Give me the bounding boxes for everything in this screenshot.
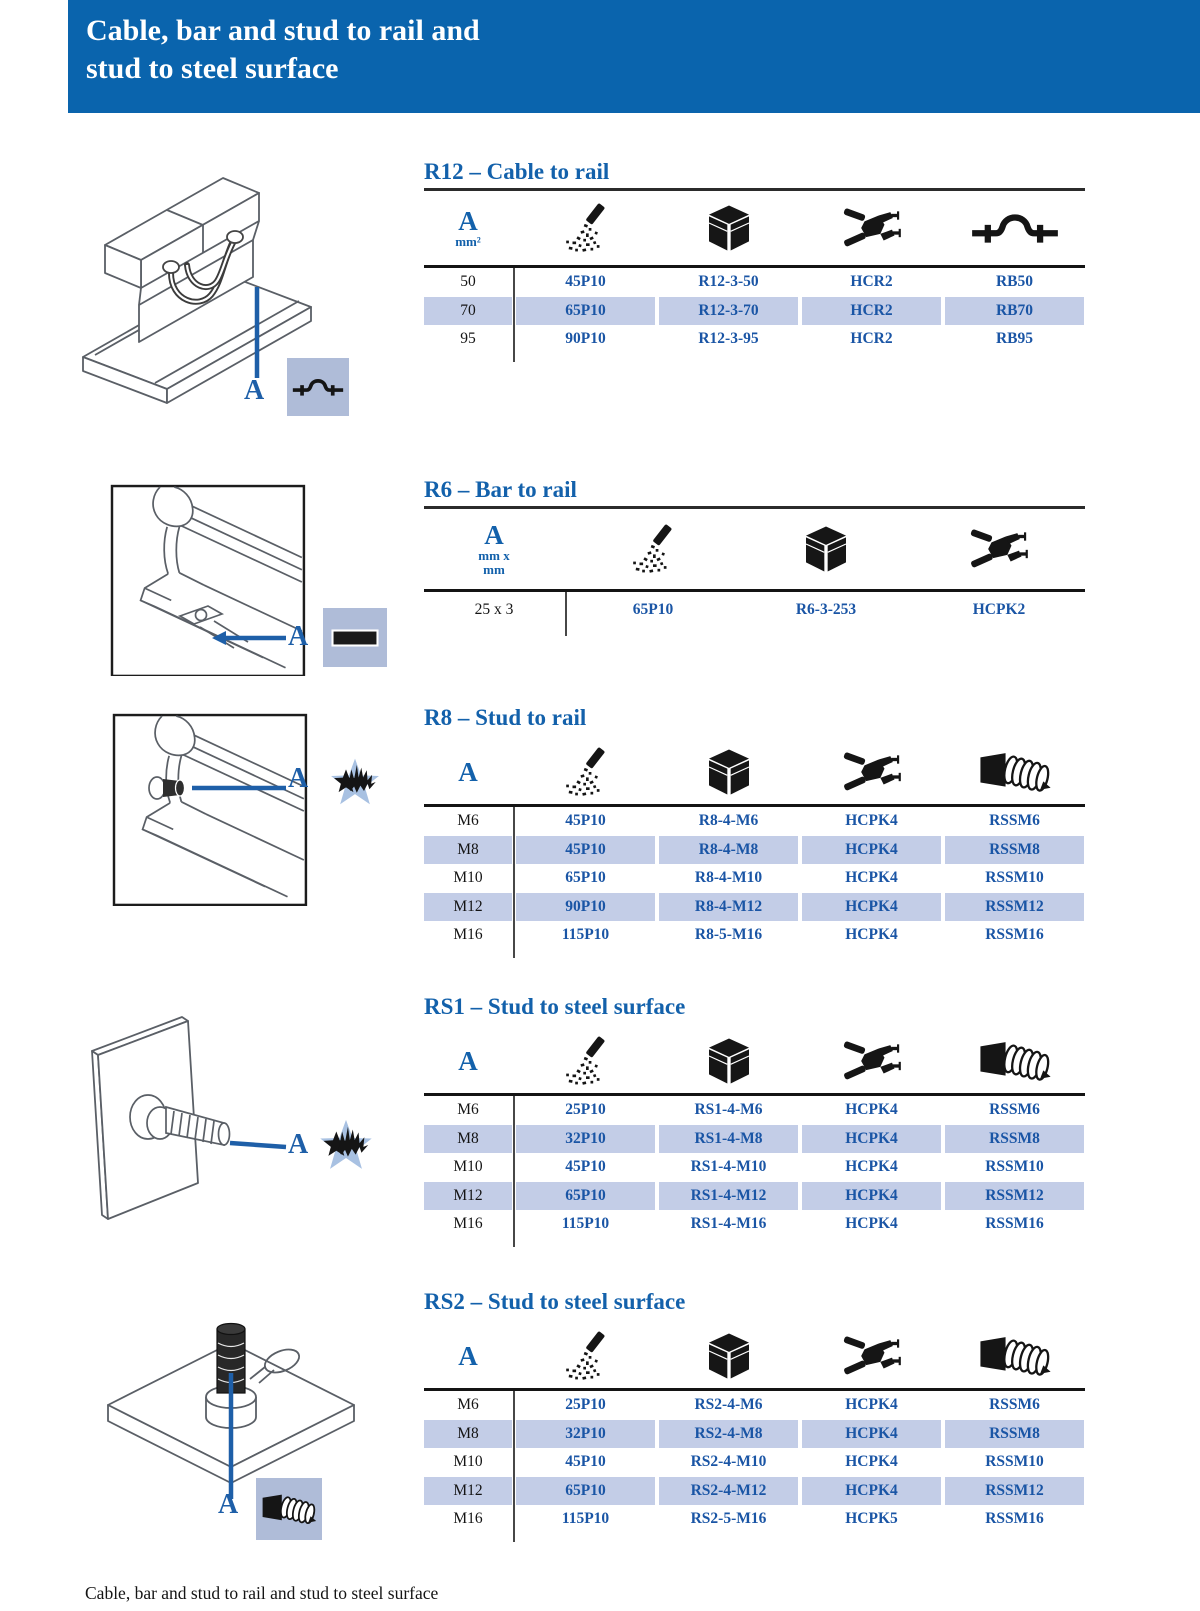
column-a-unit: mm bbox=[483, 562, 505, 577]
spark-star-icon bbox=[328, 752, 382, 812]
cell-value: 65P10 bbox=[565, 869, 606, 887]
plate-vertical-stud-illustration bbox=[98, 1303, 383, 1535]
cell-value: RSSM12 bbox=[945, 893, 1084, 922]
cell-value: R8-5-M16 bbox=[694, 926, 763, 944]
spark-star-badge bbox=[316, 1110, 376, 1180]
column-a-unit: mm x bbox=[478, 548, 510, 563]
table-body bbox=[424, 804, 1085, 950]
cell-value: R6-3-253 bbox=[795, 601, 857, 618]
section-rs1 bbox=[424, 993, 1085, 1239]
cell-value: HCPK4 bbox=[802, 1420, 941, 1449]
cell-value: RSSM16 bbox=[985, 1215, 1044, 1233]
cell-value: HCR2 bbox=[802, 297, 941, 326]
cell-value: HCPK4 bbox=[845, 1158, 898, 1176]
cell-value: RS2-4-M6 bbox=[694, 1396, 763, 1414]
table-row bbox=[424, 1505, 1085, 1534]
cell-value: RSSM6 bbox=[989, 1101, 1040, 1119]
column-divider bbox=[513, 1391, 515, 1542]
cell-size: M10 bbox=[453, 869, 483, 887]
cell-value: HCPK5 bbox=[845, 1510, 898, 1528]
cell-size: M6 bbox=[457, 812, 479, 830]
table-row bbox=[424, 893, 1085, 922]
powder-icon bbox=[626, 522, 680, 576]
table-row bbox=[424, 1096, 1085, 1125]
column-a-label: A bbox=[458, 757, 478, 787]
cable-clamp-badge bbox=[287, 358, 349, 416]
cell-value: 45P10 bbox=[565, 1158, 606, 1176]
cell-value: 45P10 bbox=[516, 836, 655, 865]
cell-value: R12-3-95 bbox=[698, 330, 759, 348]
cell-value: R12-3-70 bbox=[659, 297, 798, 326]
table-row bbox=[424, 1448, 1085, 1477]
cell-size: M10 bbox=[453, 1158, 483, 1176]
cell-value: RS2-4-M10 bbox=[690, 1453, 767, 1471]
table-row bbox=[424, 1153, 1085, 1182]
cell-value: 115P10 bbox=[561, 926, 610, 944]
cell-value: RSSM8 bbox=[945, 836, 1084, 865]
spark-star-badge bbox=[328, 748, 382, 816]
section-r8 bbox=[424, 704, 1085, 950]
cell-value: RS1-4-M16 bbox=[690, 1215, 767, 1233]
cell-size: M16 bbox=[453, 1215, 483, 1233]
table-row bbox=[424, 1391, 1085, 1420]
table-header bbox=[424, 1324, 1085, 1388]
section-title: R8 – Stud to rail bbox=[424, 705, 587, 730]
table-row bbox=[424, 864, 1085, 893]
cell-size: M6 bbox=[457, 1101, 479, 1119]
table-row bbox=[424, 1125, 1085, 1154]
callout-label: A bbox=[288, 621, 309, 652]
cell-size: M8 bbox=[424, 836, 512, 865]
callout-label: A bbox=[218, 1489, 239, 1520]
cell-value: RSSM8 bbox=[945, 1420, 1084, 1449]
cell-value: HCPK4 bbox=[802, 1477, 941, 1506]
cell-value: 45P10 bbox=[565, 1453, 606, 1471]
column-a-label: A bbox=[484, 520, 504, 550]
cell-value: RB70 bbox=[945, 297, 1084, 326]
table-header bbox=[424, 191, 1085, 265]
table-body bbox=[424, 265, 1085, 354]
table-body bbox=[424, 1093, 1085, 1239]
cell-value: HCR2 bbox=[850, 273, 893, 291]
table-header bbox=[424, 1029, 1085, 1093]
cell-value: RS1-4-M12 bbox=[659, 1182, 798, 1211]
cell-value: RSSM10 bbox=[985, 1158, 1044, 1176]
cell-size: 70 bbox=[424, 297, 512, 326]
table-body bbox=[424, 1388, 1085, 1534]
cell-value: 65P10 bbox=[516, 1477, 655, 1506]
clamp-icon bbox=[968, 524, 1030, 574]
bar-badge bbox=[323, 608, 387, 667]
page-banner bbox=[68, 0, 1200, 113]
table-header bbox=[424, 740, 1085, 804]
cell-value: HCPK4 bbox=[845, 1453, 898, 1471]
cell-value: RSSM6 bbox=[989, 1396, 1040, 1414]
cell-value: RS2-4-M12 bbox=[659, 1477, 798, 1506]
clamp-icon bbox=[841, 747, 903, 797]
page-title-line2: stud to steel surface bbox=[86, 52, 339, 85]
cell-value: RB50 bbox=[995, 273, 1034, 291]
section-title: R6 – Bar to rail bbox=[424, 476, 1085, 509]
cell-value: HCPK4 bbox=[845, 1101, 898, 1119]
mold-icon bbox=[704, 746, 754, 798]
mold-icon bbox=[704, 202, 754, 254]
cell-value: 45P10 bbox=[565, 273, 606, 291]
column-a-header bbox=[424, 207, 512, 249]
cell-value: 65P10 bbox=[632, 601, 674, 618]
table-row bbox=[424, 268, 1085, 297]
column-a-header bbox=[424, 758, 512, 786]
cell-value: RS2-5-M16 bbox=[690, 1510, 767, 1528]
cell-size: M6 bbox=[457, 1396, 479, 1414]
table-row bbox=[424, 1420, 1085, 1449]
cell-value: RSSM8 bbox=[945, 1125, 1084, 1154]
cell-value: HCPK4 bbox=[845, 1396, 898, 1414]
cell-value: 90P10 bbox=[565, 330, 606, 348]
cable-clamp-icon bbox=[291, 376, 345, 398]
callout-label: A bbox=[288, 763, 309, 794]
cell-size: M8 bbox=[424, 1420, 512, 1449]
cell-value: RB95 bbox=[995, 330, 1034, 348]
section-r6 bbox=[424, 476, 1085, 628]
cell-size: M16 bbox=[453, 1510, 483, 1528]
column-a-label: A bbox=[458, 1341, 478, 1371]
cell-value: HCPK4 bbox=[802, 1182, 941, 1211]
cell-value: 115P10 bbox=[561, 1215, 610, 1233]
cell-value: HCPK4 bbox=[802, 836, 941, 865]
section-title: R12 – Cable to rail bbox=[424, 158, 1085, 191]
cell-size: M10 bbox=[453, 1453, 483, 1471]
cell-value: HCPK4 bbox=[845, 926, 898, 944]
column-a-header bbox=[424, 1047, 512, 1075]
bar-icon bbox=[330, 628, 380, 648]
table-row bbox=[424, 592, 1085, 628]
cell-size: 25 x 3 bbox=[474, 601, 514, 618]
table-row bbox=[424, 836, 1085, 865]
cell-size: M12 bbox=[424, 893, 512, 922]
mold-icon bbox=[801, 523, 851, 575]
table-body bbox=[424, 589, 1085, 628]
cell-value: HCPK2 bbox=[972, 601, 1026, 618]
column-divider bbox=[513, 807, 515, 958]
table-row bbox=[424, 1477, 1085, 1506]
cell-value: HCPK4 bbox=[845, 1215, 898, 1233]
cell-value: 65P10 bbox=[516, 1182, 655, 1211]
section-title: RS1 – Stud to steel surface bbox=[424, 994, 686, 1019]
callout-arrow bbox=[230, 1143, 286, 1147]
page-title-line1: Cable, bar and stud to rail and bbox=[86, 14, 480, 47]
stud-icon bbox=[978, 1334, 1052, 1378]
cell-value: R8-4-M8 bbox=[659, 836, 798, 865]
cell-value: HCPK4 bbox=[802, 1125, 941, 1154]
section-r12 bbox=[424, 158, 1085, 354]
column-divider bbox=[513, 1096, 515, 1247]
cell-size: M12 bbox=[424, 1477, 512, 1506]
cable-clamp-icon bbox=[969, 210, 1061, 246]
cell-value: R8-4-M12 bbox=[659, 893, 798, 922]
stud-icon bbox=[978, 750, 1052, 794]
section-title: RS2 – Stud to steel surface bbox=[424, 1289, 686, 1314]
cell-size: M8 bbox=[424, 1125, 512, 1154]
table-row bbox=[424, 1210, 1085, 1239]
stud-badge bbox=[256, 1478, 322, 1540]
column-a-label: A bbox=[458, 206, 478, 236]
cell-value: 90P10 bbox=[516, 893, 655, 922]
column-a-header bbox=[424, 1342, 512, 1370]
cell-value: R8-4-M6 bbox=[698, 812, 759, 830]
cell-value: HCPK4 bbox=[845, 812, 898, 830]
cell-value: 25P10 bbox=[565, 1101, 606, 1119]
plate-horizontal-stud-illustration bbox=[78, 1005, 323, 1240]
cell-value: 25P10 bbox=[565, 1396, 606, 1414]
cell-value: RSSM16 bbox=[985, 1510, 1044, 1528]
cell-size: M12 bbox=[424, 1182, 512, 1211]
cell-size: 50 bbox=[460, 273, 476, 291]
cell-value: R8-4-M10 bbox=[694, 869, 763, 887]
cell-value: R12-3-50 bbox=[698, 273, 759, 291]
column-divider bbox=[513, 268, 515, 362]
powder-icon bbox=[559, 1034, 613, 1088]
footer-caption: Cable, bar and stud to rail and stud to steel surface bbox=[85, 1583, 439, 1603]
cell-value: RSSM6 bbox=[989, 812, 1040, 830]
column-a-header bbox=[424, 521, 564, 577]
cell-value: 115P10 bbox=[561, 1510, 610, 1528]
cell-value: RSSM10 bbox=[985, 869, 1044, 887]
page-title bbox=[68, 0, 1200, 88]
table-row bbox=[424, 297, 1085, 326]
clamp-icon bbox=[841, 1331, 903, 1381]
column-a-label: A bbox=[458, 1046, 478, 1076]
table-row bbox=[424, 807, 1085, 836]
cell-value: 32P10 bbox=[516, 1125, 655, 1154]
cell-value: RSSM12 bbox=[945, 1182, 1084, 1211]
table-row bbox=[424, 325, 1085, 354]
cell-value: RS1-4-M10 bbox=[690, 1158, 767, 1176]
mold-icon bbox=[704, 1330, 754, 1382]
cell-value: RS1-4-M8 bbox=[659, 1125, 798, 1154]
table-row bbox=[424, 921, 1085, 950]
callout-label: A bbox=[244, 375, 265, 406]
column-a-unit: mm² bbox=[455, 234, 481, 249]
spark-star-icon bbox=[317, 1113, 375, 1177]
mold-icon bbox=[704, 1035, 754, 1087]
table-header bbox=[424, 509, 1085, 589]
stud-on-web bbox=[149, 777, 185, 799]
cell-value: RSSM10 bbox=[985, 1453, 1044, 1471]
table-row bbox=[424, 1182, 1085, 1211]
powder-icon bbox=[559, 1329, 613, 1383]
stud-icon bbox=[261, 1492, 317, 1526]
cell-value: RSSM12 bbox=[945, 1477, 1084, 1506]
cell-value: 45P10 bbox=[565, 812, 606, 830]
cell-size: M16 bbox=[453, 926, 483, 944]
powder-icon bbox=[559, 201, 613, 255]
cell-value: RSSM16 bbox=[985, 926, 1044, 944]
column-divider bbox=[565, 592, 567, 636]
cell-value: 32P10 bbox=[516, 1420, 655, 1449]
section-rs2 bbox=[424, 1288, 1085, 1534]
cell-value: HCPK4 bbox=[802, 893, 941, 922]
callout-label: A bbox=[288, 1129, 309, 1160]
cell-value: RS1-4-M6 bbox=[694, 1101, 763, 1119]
cell-size: 95 bbox=[460, 330, 476, 348]
clamp-icon bbox=[841, 1036, 903, 1086]
cell-value: HCPK4 bbox=[845, 869, 898, 887]
rail-section-stud-illustration bbox=[82, 710, 332, 906]
clamp-icon bbox=[841, 203, 903, 253]
powder-icon bbox=[559, 745, 613, 799]
cell-value: HCR2 bbox=[850, 330, 893, 348]
cell-value: 65P10 bbox=[516, 297, 655, 326]
cell-value: RS2-4-M8 bbox=[659, 1420, 798, 1449]
stud-icon bbox=[978, 1039, 1052, 1083]
